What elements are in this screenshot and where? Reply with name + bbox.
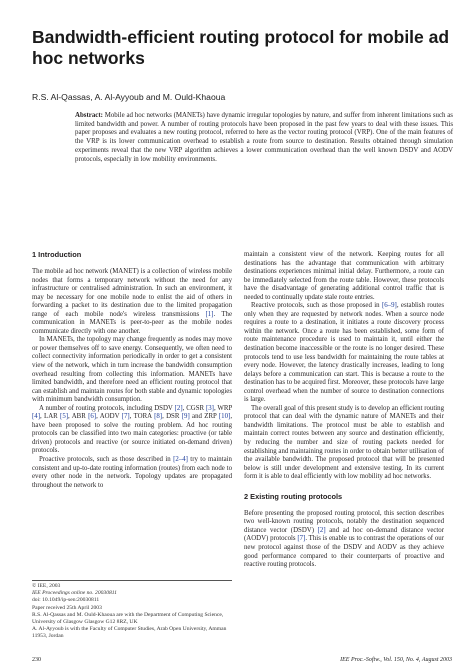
citation-link[interactable]: [6–9] — [382, 302, 397, 310]
paragraph: maintain a consistent view of the network. Keeping routes for all destinations has the advantage that communication with arbitrary destinations experiences minimal initial delay. Furthermore, a route can be immediately selected from the route table. However, these protocols have the disadvantage of generating additional control traffic that is needed to continually update stale route entries. — [244, 251, 444, 301]
citation-link[interactable]: [1] — [205, 310, 214, 318]
doi: doi: 10.1049/ip-sen:20030811 — [32, 597, 100, 604]
text-run: , TORA — [129, 413, 155, 421]
right-column — [244, 251, 444, 570]
text-run: Proactive protocols, such as those described in — [39, 456, 174, 464]
paragraph: The overall goal of this present study is to develop an efficient routing protocol that can deal with the dynamic nature of MANETs and their bandwidth limitations. The protocol must be able to establish and maintain correct routes between any source and destination efficiently, by reducing the number and size of routing packets needed for establishing and maintaining routes in order to obtain better utilisation of the available bandwidth. The proposed protocol that will be presented below is still under development and extensive testing. In its current form it is able to deal efficiently with low mobility ad hoc networks. — [244, 404, 444, 481]
paragraph — [32, 405, 232, 456]
text-run: , establish routes only when they are requested by network nodes. When a source node requires a route to a destination, it initiates a route discovery process within the network. Once a route has been established, some form of route maintenance procedure is used to maintain it, until either the destination become inaccessible or the route is no longer desired. These protocols tend to use less bandwidth for maintaining the route tables at every node. However, the latency drastically increases, leading to long delays before a communication can start. This is because a route to the destination has to be acquired first. Moreover, these protocols have large control overhead when the number of source to destination connections is large. — [244, 302, 445, 404]
citation-link[interactable]: [7] — [121, 413, 130, 421]
citation-link[interactable]: [9] — [181, 413, 190, 421]
text-run: , have been proposed to solve the routing problem. Ad hoc routing protocols can be classified into two main categories: proactive (or table driven) protocols and reactive (or source initiated on-demand driven) protocols. — [32, 413, 233, 455]
text-run: , AODV — [96, 413, 122, 421]
text-run: A number of routing protocols, including DSDV — [39, 404, 175, 412]
abstract — [75, 112, 453, 164]
text-run: , DSR — [162, 413, 182, 421]
text-run: and ZRP — [189, 413, 219, 421]
affiliation-2: A. Al-Ayyoub is with the Faculty of Computer Studies, Arab Open University, Amman 11953, Jordan — [32, 626, 227, 640]
abstract-label: Abstract: — [75, 112, 103, 119]
paragraph: In MANETs, the topology may change frequently as nodes may move or power themselves off to save energy. Consequently, we often need to collect connectivity information periodically in order to get a consistent view of the network, which in turn increase the bandwidth consumption overhead resulting from collecting this information. MANETs have limited bandwidth, and therefore need an efficient routing protocol that can establish and maintain routes for both stable and dynamic topologies with minimum bandwidth consumption. — [32, 336, 232, 404]
journal-citation: IEE Proc.-Softw., Vol. 150, No. 4, August 2003 — [340, 657, 452, 663]
page-number: 230 — [32, 657, 41, 663]
text-run: . The communication in MANETs is peer-to-peer as the mobile nodes communicate directly with one another. — [32, 310, 232, 335]
text-run: , LAR — [39, 413, 61, 421]
citation-link[interactable]: [2–4] — [173, 456, 188, 464]
citation-link[interactable]: [2] — [317, 526, 326, 534]
paper-title: Bandwidth-efficient routing protocol for mobile ad hoc networks — [32, 27, 450, 68]
paragraph — [32, 456, 232, 490]
citation-link[interactable]: [6] — [88, 413, 97, 421]
citation-link[interactable]: [8] — [154, 413, 163, 421]
text-run: and ad hoc on-demand distance vector (AODV) protocols — [244, 526, 444, 543]
citation-link[interactable]: [7] — [297, 535, 306, 543]
citation-link[interactable]: [3] — [205, 404, 214, 412]
text-run: , CGSR — [182, 404, 206, 412]
abstract-text: Mobile ad hoc networks (MANETs) have dynamic irregular topologies by nature, and suffer from inherent limitations such as limited bandwidth and power. A number of routing protocols have been proposed in the past few years to deal with these issues. This paper proposes and evaluates a new routing protocol, referred to here as the vector routing protocol (VRP). One of the main features of the VRP is its lower communication overhead to establish a route from source to destination. Results obtained through simulation experiments reveal that the new VRP algorithm achieves a lower communication overhead than the well known DSDV and AODV protocols, especially in low mobility environments. — [75, 112, 453, 163]
citation-link[interactable]: [4] — [32, 413, 40, 421]
affiliation-1: R.S. Al-Qassas and M. Ould-Khaoua are with the Department of Computing Science, University of Glasgow Glasgow G12 8RZ, UK — [32, 611, 224, 626]
paragraph — [244, 510, 444, 570]
section-heading-introduction: 1 Introduction — [32, 250, 82, 259]
footnotes — [32, 580, 232, 641]
received-date: Paper received 25th April 2003 — [32, 604, 102, 611]
paragraph — [244, 302, 444, 405]
text-run: , ABR — [68, 413, 89, 421]
online-number: IEE Proceedings online no. 20030811 — [32, 590, 117, 597]
citation-link[interactable]: [5] — [60, 413, 69, 421]
author-list: R.S. Al-Qassas, A. Al-Ayyoub and M. Ould-Khaoua — [32, 92, 226, 102]
text-run: try to maintain consistent and up-to-date routing information (routes) from each node to every other node in the network. Topology updates are propagated throughout the network to — [32, 456, 232, 489]
citation-link[interactable]: [10] — [218, 413, 231, 421]
section-heading-existing-protocols: 2 Existing routing protocols — [244, 491, 343, 501]
citation-link[interactable]: [2] — [174, 404, 183, 412]
text-run: Reactive protocols, such as those proposed in — [251, 302, 382, 310]
text-run: . This is enable us to contrast the operations of our new protocol against those of the DSDV and AODV as they achieve good performance compared to their counterparts of proactive and reactive routing protocols. — [244, 535, 444, 569]
text-run: , WRP — [213, 404, 233, 412]
copyright-note: © IEE, 2003 — [32, 583, 61, 589]
paragraph — [32, 268, 232, 336]
text-run: Before presenting the proposed routing protocol, this section describes two well-known routing protocols, notably the destination sequenced distance vector (DSDV) — [244, 509, 444, 534]
left-column — [32, 250, 232, 490]
text-run: The mobile ad hoc network (MANET) is a collection of wireless mobile nodes that forms a temporary network without the need for any infrastructure or centralised administration. In such an environment, it may be necessary for one mobile node to enlist the aid of others in forwarding a packet to its destination due to the limited propagation range of each mobile node's wireless transmissions — [32, 268, 232, 318]
